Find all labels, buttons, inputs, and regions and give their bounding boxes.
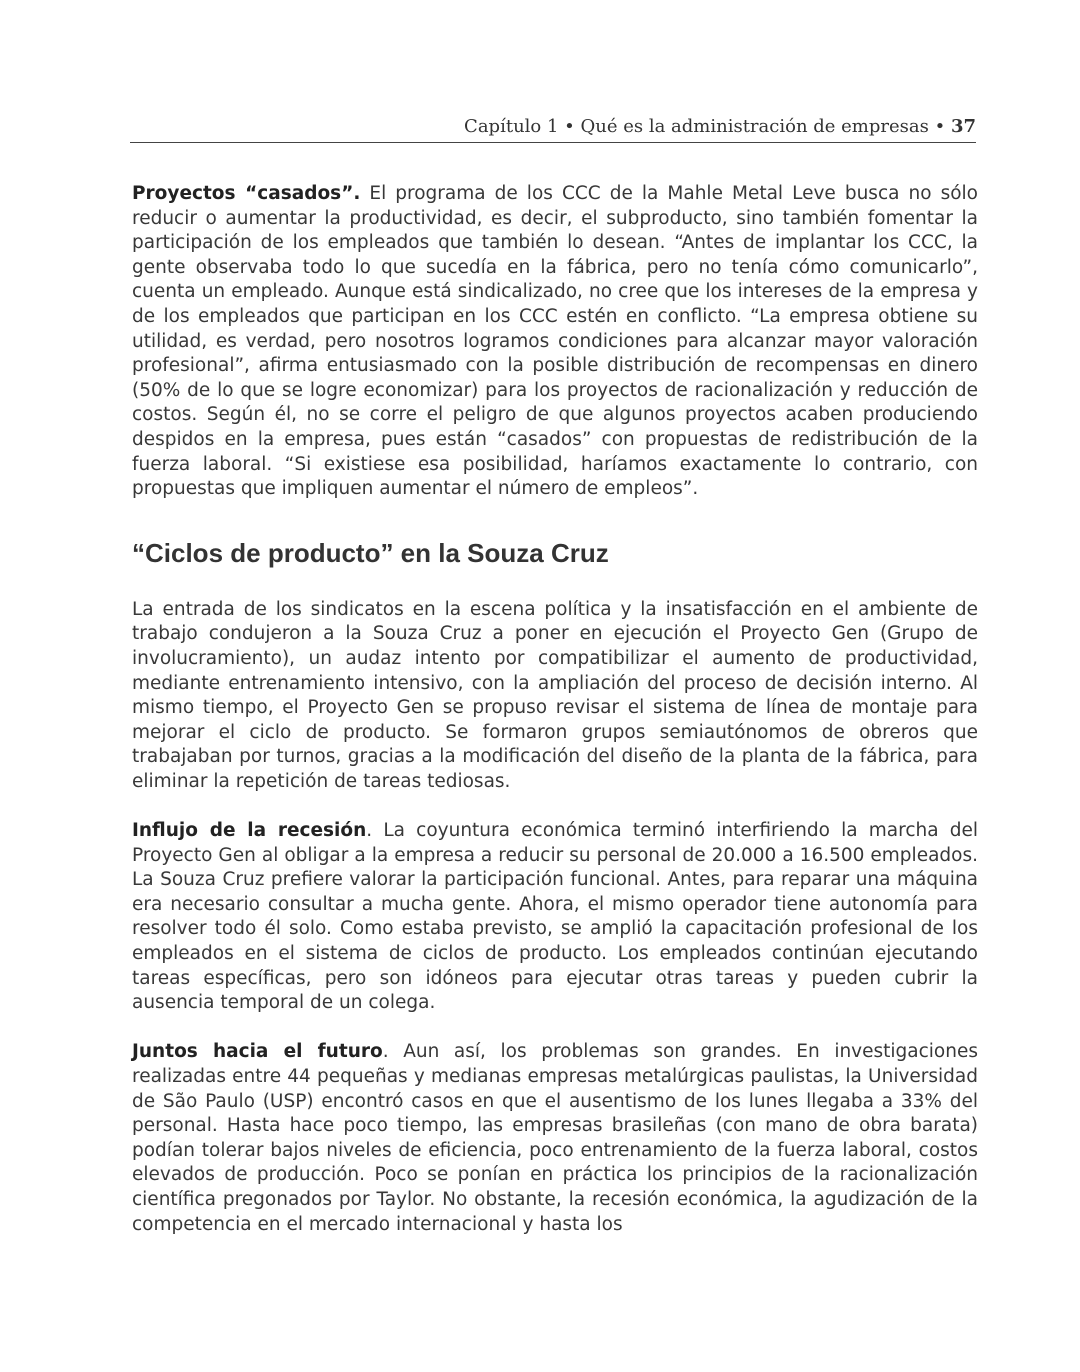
section-heading: “Ciclos de producto” en la Souza Cruz bbox=[132, 537, 609, 568]
paragraph-juntos-futuro bbox=[132, 1040, 978, 1237]
paragraph-text: . La coyuntura económica terminó interfiriendo la marcha del Proyecto Gen al obligar a la empresa a reducir su personal de 20.000 a 16.500 empleados. La Souza Cruz prefiere valorar la participación funcional. Antes, para reparar una máquina era necesario consultar a mucha gente. Ahora, el mismo operador tiene autonomía para resolver todo él solo. Como estaba previsto, se amplió la capacitación profesional de los empleados en el sistema de ciclos de producto. Los empleados continúan ejecutando tareas específicas, pero son idóneos para ejecutar otras tareas y pueden cubrir la ausencia temporal de un colega. bbox=[132, 820, 978, 1014]
paragraph-influjo-recesion bbox=[132, 819, 978, 1016]
page-body bbox=[132, 182, 978, 1237]
paragraph-text: El programa de los CCC de la Mahle Metal Leve busca no sólo reducir o aumentar la productividad, es decir, el subproducto, sino también fomentar la participación de los empleados que también lo desean. “Antes de implantar los CCC, la gente observaba todo lo que sucedía en la fábrica, pero no tenía cómo comunicarlo”, cuenta un empleado. Aunque está sindicalizado, no cree que los intereses de la empresa y de los empleados que participan en los CCC estén en conflicto. “La empresa obtiene su utilidad, es verdad, pero nosotros logramos condiciones para alcanzar mayor valoración profesional”, afirma entusiasmado con la posible distribución de recompensas en dinero (50% de lo que se logre economizar) para los proyectos de racionalización y reducción de costos. Según él, no se corre el peligro de que algunos proyectos acaben produciendo despidos en la empresa, pues están “casados” con propuestas de redistribución de la fuerza laboral. “Si existiese esa posibilidad, haríamos exactamente lo contrario, con propuestas que impliquen aumentar el número de empleos”. bbox=[132, 183, 978, 500]
paragraph-text: La entrada de los sindicatos en la escena política y la insatisfacción en el ambiente de trabajo condujeron a la Souza Cruz a poner en ejecución el Proyecto Gen (Grupo de involucramiento), un audaz intento por compatibilizar el aumento de productividad, mediante entrenamiento intensivo, con la ampliación del proceso de decisión interno. Al mismo tiempo, el Proyecto Gen se propuso revisar el sistema de línea de montaje para mejorar el ciclo de producto. Se formaron grupos semiautónomos de obreros que trabajaban por turnos, gracias a la modificación del diseño de la planta de la fábrica, para eliminar la repetición de tareas tediosas. bbox=[132, 598, 978, 792]
paragraph-souza-cruz bbox=[132, 598, 978, 795]
page-number: 37 bbox=[950, 116, 976, 137]
paragraph-proyectos-casados bbox=[132, 182, 978, 502]
paragraph-lead: Juntos hacia el futuro bbox=[132, 1041, 383, 1063]
paragraph-lead: Proyectos “casados”. bbox=[132, 183, 361, 204]
paragraph-lead: Influjo de la recesión bbox=[132, 820, 367, 842]
paragraph-text: . Aun así, los problemas son grandes. En investigaciones realizadas entre 44 pequeñas y medianas empresas metalúrgicas paulistas, la Universidad de São Paulo (USP) encontró casos en que el ausentismo de los lunes llegaba a 33% del personal. Hasta hace poco tiempo, las empresas brasileñas (con mano de obra barata) podían tolerar bajos niveles de eficiencia, poco entrenamiento de la fuerza laboral, costos elevados de producción. Poco se ponían en práctica los principios de la racionalización científica pregonados por Taylor. No obstante, la recesión económica, la agudización de la competencia en el mercado internacional y hasta los bbox=[132, 1041, 979, 1235]
running-head-text: Capítulo 1 • Qué es la administración de empresas • bbox=[464, 116, 946, 137]
header-rule bbox=[130, 142, 976, 143]
running-header bbox=[130, 116, 976, 137]
